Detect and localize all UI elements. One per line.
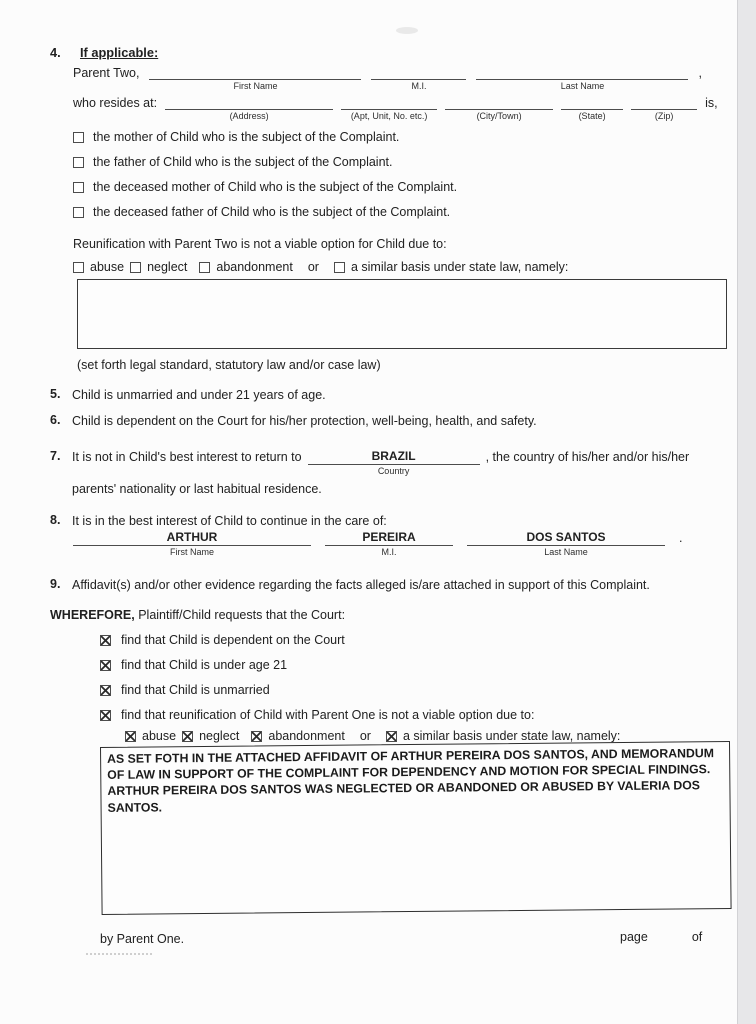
deceased-father-label: the deceased father of Child who is the subject of the Complaint. <box>93 205 451 219</box>
request-under-21-label: find that Child is under age 21 <box>121 658 288 672</box>
country-caption: Country <box>377 466 410 476</box>
abuse-label-2: abuse <box>142 729 177 743</box>
city-town-field[interactable] <box>445 95 553 121</box>
item-7-number: 7. <box>50 449 61 463</box>
request-unmarried-checkbox[interactable] <box>100 685 111 696</box>
mi-caption: M.I. <box>411 81 427 91</box>
first-name-caption: First Name <box>233 81 278 91</box>
scan-artifact <box>86 953 152 955</box>
relationship-option-deceased-father <box>73 205 756 219</box>
of-label: of <box>691 930 703 944</box>
deceased-mother-label: the deceased mother of Child who is the subject of the Complaint. <box>93 180 458 194</box>
caregiver-mi-field[interactable]: PEREIRA M.I. <box>325 530 453 557</box>
city-town-caption: (City/Town) <box>476 111 522 121</box>
father-label: the father of Child who is the subject of the Complaint. <box>93 155 393 169</box>
abuse-checkbox[interactable] <box>73 262 84 273</box>
residence-row <box>73 95 756 121</box>
item-5 <box>50 387 756 403</box>
wherefore-requests-list <box>0 633 756 722</box>
father-checkbox[interactable] <box>73 157 84 168</box>
abuse-checkbox-2[interactable] <box>125 731 136 742</box>
scan-smudge <box>396 27 418 34</box>
item-7 <box>50 449 756 497</box>
item-6-text: Child is dependent on the Court for his/her protection, well-being, health, and safety. <box>72 414 537 428</box>
mother-label: the mother of Child who is the subject of the Complaint. <box>93 130 400 144</box>
caregiver-name-row <box>73 530 756 557</box>
item-9-text: Affidavit(s) and/or other evidence regarding the facts alleged is/are attached in support of this Complaint. <box>72 578 650 592</box>
item-9-number: 9. <box>50 577 61 591</box>
similar-basis-checkbox[interactable] <box>334 262 345 273</box>
abandonment-label: abandonment <box>216 260 293 274</box>
last-name-caption: Last Name <box>560 81 605 91</box>
statement-textbox[interactable]: AS SET FOTH IN THE ATTACHED AFFIDAVIT OF ARTHUR PEREIRA DOS SANTOS, AND MEMORANDUM OF LAW IN SUPPORT OF THE COMPLAINT FOR DEPENDENCY AND MOTION FOR SPECIAL FINDINGS. ARTHUR PEREIRA DOS SANTOS WAS NEGLECTED OR ABANDONED OR ABUSED BY VALERIA DOS SANTOS. <box>100 741 732 915</box>
relationship-option-father <box>73 155 756 169</box>
caregiver-last-name-field[interactable]: DOS SANTOS Last Name <box>467 530 665 557</box>
item-8-text: It is in the best interest of Child to continue in the care of: <box>72 514 387 528</box>
relationship-options-list <box>0 130 756 219</box>
caregiver-row-period: . <box>679 531 683 545</box>
abandonment-checkbox[interactable] <box>199 262 210 273</box>
neglect-label-2: neglect <box>199 729 240 743</box>
address-caption: (Address) <box>229 111 269 121</box>
legal-basis-textbox[interactable] <box>77 279 727 349</box>
request-reunification-label: find that reunification of Child with Parent One is not a viable option due to: <box>121 708 535 722</box>
request-under-21 <box>100 658 756 672</box>
similar-basis-label-2: a similar basis under state law, namely: <box>402 729 621 743</box>
request-dependent-checkbox[interactable] <box>100 635 111 646</box>
relationship-option-mother <box>73 130 756 144</box>
apt-unit-caption: (Apt, Unit, No. etc.) <box>350 111 428 121</box>
request-reunification <box>100 708 756 722</box>
reunification-parent-two-text: Reunification with Parent Two is not a viable option for Child due to: <box>73 237 447 251</box>
item-6-number: 6. <box>50 413 61 427</box>
caregiver-mi-caption: M.I. <box>381 547 397 557</box>
parent-two-name-row <box>73 65 756 91</box>
neglect-checkbox[interactable] <box>130 262 141 273</box>
item-7-prefix: It is not in Child's best interest to return to <box>72 450 302 464</box>
abandonment-label-2: abandonment <box>268 729 345 743</box>
item-9 <box>50 577 756 593</box>
item-4-number: 4. <box>50 45 61 60</box>
zip-field[interactable] <box>631 95 697 121</box>
request-unmarried-label: find that Child is unmarried <box>121 683 270 697</box>
deceased-father-checkbox[interactable] <box>73 207 84 218</box>
caregiver-first-name-field[interactable]: ARTHUR First Name <box>73 530 311 557</box>
parent-two-reasons-row <box>73 260 756 274</box>
zip-caption: (Zip) <box>654 111 674 121</box>
abandonment-checkbox-2[interactable] <box>251 731 262 742</box>
address-field[interactable] <box>165 95 333 121</box>
item-8 <box>50 513 756 529</box>
parent-two-last-name-field[interactable] <box>476 65 688 91</box>
caregiver-first-name-caption: First Name <box>169 547 214 557</box>
wherefore-lead <box>50 607 756 623</box>
or-label-2: or <box>359 729 371 743</box>
parent-two-mi-field[interactable] <box>371 65 466 91</box>
request-dependent <box>100 633 756 647</box>
country-field[interactable]: BRAZIL Country <box>308 449 480 476</box>
item-5-number: 5. <box>50 387 61 401</box>
item-4-heading-row <box>50 45 756 60</box>
parent-two-first-name-field[interactable] <box>149 65 361 91</box>
mother-checkbox[interactable] <box>73 132 84 143</box>
request-under-21-checkbox[interactable] <box>100 660 111 671</box>
item-7-suffix: , the country of his/her and/or his/her <box>485 450 690 464</box>
relationship-option-deceased-mother <box>73 180 756 194</box>
by-parent-one-text: by Parent One. <box>100 932 185 946</box>
wherefore-bold: WHEREFORE, <box>50 608 135 622</box>
name-row-comma: , <box>698 66 702 80</box>
wherefore-rest: Plaintiff/Child requests that the Court: <box>138 608 346 622</box>
similar-basis-label: a similar basis under state law, namely: <box>350 260 569 274</box>
page-footer <box>620 930 702 944</box>
deceased-mother-checkbox[interactable] <box>73 182 84 193</box>
page-label: page <box>620 930 648 944</box>
scanner-edge <box>737 0 756 1024</box>
item-6 <box>50 413 756 429</box>
similar-basis-checkbox-2[interactable] <box>386 731 397 742</box>
item-7-line1 <box>72 449 689 476</box>
item-8-number: 8. <box>50 513 61 527</box>
parent-two-label: Parent Two, <box>73 66 140 80</box>
neglect-label: neglect <box>147 260 188 274</box>
neglect-checkbox-2[interactable] <box>182 731 193 742</box>
abuse-label: abuse <box>90 260 125 274</box>
caregiver-last-name-caption: Last Name <box>544 547 588 557</box>
request-unmarried <box>100 683 756 697</box>
apt-unit-field[interactable] <box>341 95 437 121</box>
state-field[interactable] <box>561 95 623 121</box>
item-5-text: Child is unmarried and under 21 years of age. <box>72 388 326 402</box>
residence-row-suffix: is, <box>705 96 718 110</box>
request-reunification-checkbox[interactable] <box>100 710 111 721</box>
item-4-heading: If applicable: <box>80 45 159 60</box>
item-7-line2: parents' nationality or last habitual residence. <box>72 482 322 496</box>
resides-label: who resides at: <box>73 96 158 110</box>
state-caption: (State) <box>578 111 606 121</box>
request-dependent-label: find that Child is dependent on the Court <box>121 633 345 647</box>
or-label: or <box>307 260 319 274</box>
legal-note: (set forth legal standard, statutory law and/or case law) <box>77 358 381 372</box>
